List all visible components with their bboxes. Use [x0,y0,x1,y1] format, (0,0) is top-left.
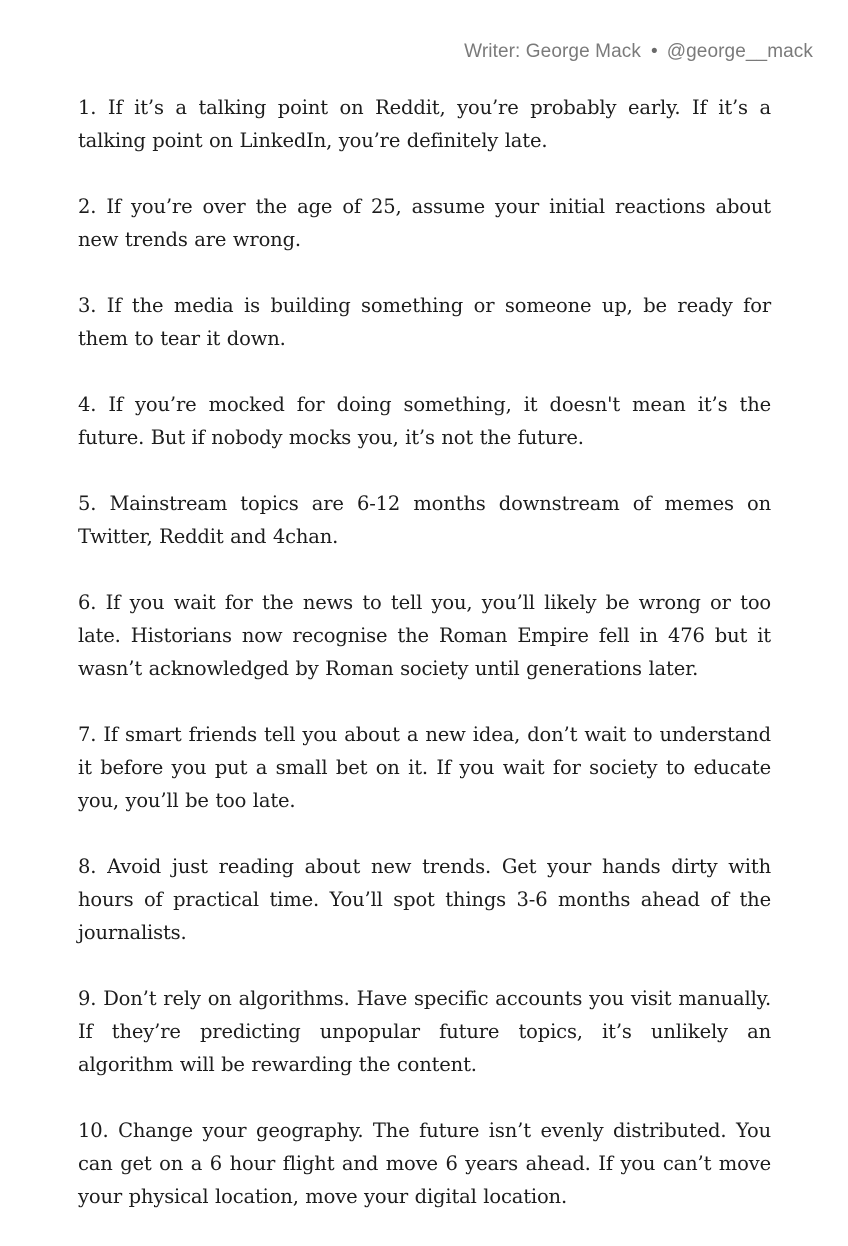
list-item-8: 8. Avoid just reading about new trends. Get your hands dirty with hours of practical time. You’ll spot things 3-6 months ahead of the journalists. [78,855,771,944]
list-content [78,91,771,1246]
list-item-2: 2. If you’re over the age of 25, assume your initial reactions about new trends are wrong. [78,195,771,251]
list-item-5: 5. Mainstream topics are 6-12 months downstream of memes on Twitter, Reddit and 4chan. [78,492,771,548]
byline-separator: • [650,41,658,62]
list-item-10: 10. Change your geography. The future isn’t evenly distributed. You can get on a 6 hour flight and move 6 years ahead. If you can’t move your physical location, move your digital location. [78,1119,771,1208]
list-item-6: 6. If you wait for the news to tell you, you’ll likely be wrong or too late. Historians now recognise the Roman Empire fell in 476 but it wasn’t acknowledged by Roman society until generations later. [78,591,771,680]
author-handle: @george__mack [666,41,813,62]
list-item-4: 4. If you’re mocked for doing something, it doesn't mean it’s the future. But if nobody mocks you, it’s not the future. [78,393,771,449]
writer-name: Writer: George Mack [464,41,641,62]
list-item-9: 9. Don’t rely on algorithms. Have specific accounts you visit manually. If they’re predicting unpopular future topics, it’s unlikely an algorithm will be rewarding the content. [78,987,771,1076]
list-item-3: 3. If the media is building something or someone up, be ready for them to tear it down. [78,294,771,350]
list-item-1: 1. If it’s a talking point on Reddit, you’re probably early. If it’s a talking point on LinkedIn, you’re definitely late. [78,96,771,152]
list-item-7: 7. If smart friends tell you about a new idea, don’t wait to understand it before you put a small bet on it. If you wait for society to educate you, you’ll be too late. [78,723,771,812]
byline [464,41,813,63]
